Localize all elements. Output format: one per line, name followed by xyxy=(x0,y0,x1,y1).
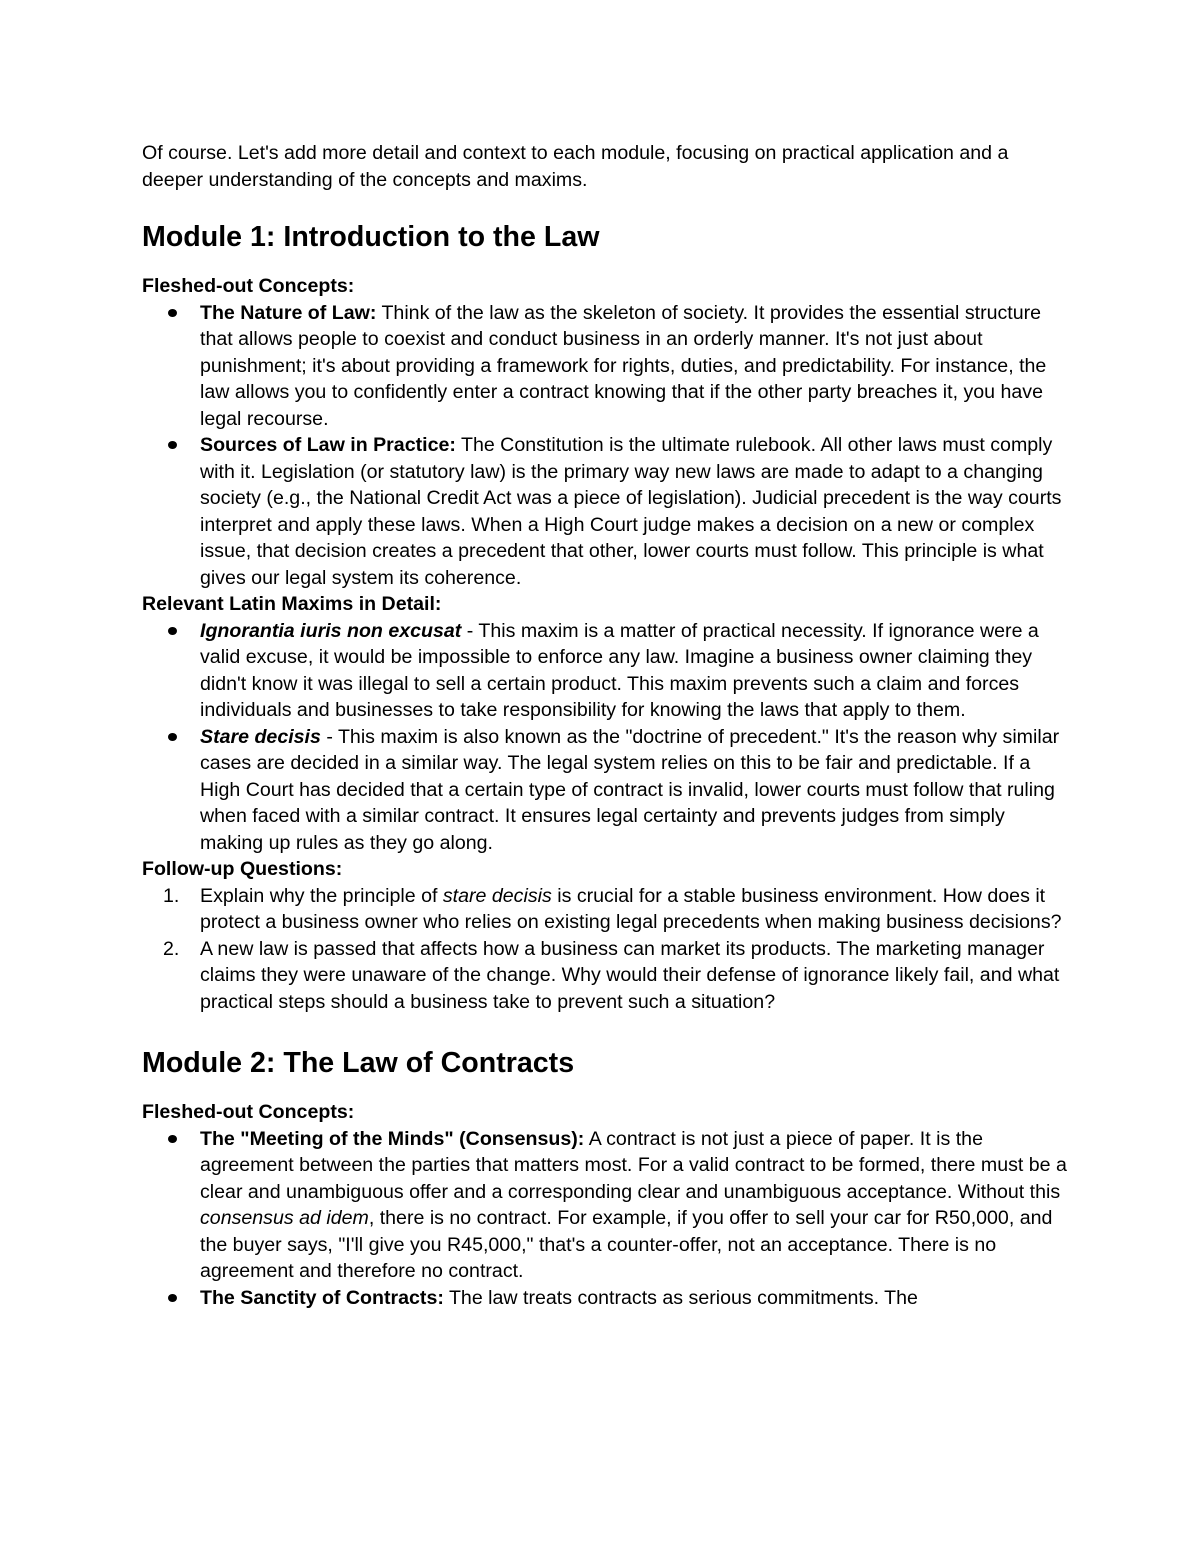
concept-italic: consensus ad idem xyxy=(200,1207,369,1229)
list-item xyxy=(142,1126,1072,1285)
question-number: 2. xyxy=(163,937,180,960)
list-item xyxy=(142,883,1072,936)
maxim-term: Ignorantia iuris non excusat xyxy=(200,619,462,642)
module-1-questions-heading: Follow-up Questions: xyxy=(142,858,343,880)
module-2-concepts-list xyxy=(142,1126,1072,1312)
module-1-concepts-list xyxy=(142,300,1072,592)
bullet-icon xyxy=(168,309,177,317)
maxim-term: Stare decisis xyxy=(200,725,321,748)
list-item xyxy=(142,724,1072,857)
bullet-icon xyxy=(168,1294,177,1302)
intro-paragraph: Of course. Let's add more detail and context to each module, focusing on practical application and a deeper understanding of the concepts and maxims. xyxy=(142,142,1009,191)
module-1-maxims-list xyxy=(142,618,1072,857)
module-1-questions-list xyxy=(142,883,1072,1016)
list-item xyxy=(142,432,1072,591)
concept-term: The Sanctity of Contracts: xyxy=(200,1286,444,1309)
question-text: is crucial for a stable business environment. How does it protect a business owner who relies on existing legal precedents when making business decisions? xyxy=(200,884,1062,933)
bullet-icon xyxy=(168,733,177,741)
concept-term: The Nature of Law: xyxy=(200,301,377,324)
bullet-icon xyxy=(168,1135,177,1143)
module-2-title: Module 2: The Law of Contracts xyxy=(142,1047,575,1079)
question-italic: stare decisis xyxy=(442,884,552,907)
list-item xyxy=(142,300,1072,433)
concept-term: The "Meeting of the Minds" (Consensus): xyxy=(200,1127,585,1150)
module-1-maxims-heading: Relevant Latin Maxims in Detail: xyxy=(142,593,442,615)
list-item xyxy=(142,618,1072,724)
bullet-icon xyxy=(168,441,177,449)
concept-text: The law treats contracts as serious commitments. The xyxy=(443,1286,918,1309)
module-1-title: Module 1: Introduction to the Law xyxy=(142,221,600,253)
question-text: A new law is passed that affects how a business can market its products. The marketing manager claims they were unaware of the change. Why would their defense of ignorance likely fail, and what practical steps should a business take to prevent such a situation? xyxy=(200,937,1060,1013)
question-number: 1. xyxy=(163,884,180,907)
concept-text: The Constitution is the ultimate rulebook. All other laws must comply with it. Legislation (or statutory law) is the primary way new laws are made to adapt to a changing society (e.g., the National Credit Act was a piece of legislation). Judicial precedent is the way courts interpret and apply these laws. When a High Court judge makes a decision on a new or complex issue, that decision creates a precedent that other, lower courts must follow. This principle is what gives our legal system its coherence. xyxy=(200,434,1062,589)
list-item xyxy=(142,1285,1072,1312)
question-text: Explain why the principle of xyxy=(200,884,443,907)
module-1-concepts-heading: Fleshed-out Concepts: xyxy=(142,275,355,297)
document-page xyxy=(142,140,1072,1311)
maxim-text: - This maxim is a matter of practical necessity. If ignorance were a valid excuse, it would be impossible to enforce any law. Imagine a business owner claiming they didn't know it was illegal to sell a certain product. This maxim prevents such a claim and forces individuals and businesses to take responsibility for knowing the laws that apply to them. xyxy=(200,619,1039,721)
list-item xyxy=(142,936,1072,1016)
concept-text: , there is no contract. For example, if you offer to sell your car for R50,000, and the buyer says, "I'll give you R45,000," that's a counter-offer, not an acceptance. There is no agreement and therefore no contract. xyxy=(200,1207,1053,1282)
bullet-icon xyxy=(168,627,177,635)
concept-text: Think of the law as the skeleton of society. It provides the essential structure that allows people to coexist and conduct business in an orderly manner. It's not just about punishment; it's about providing a framework for rights, duties, and predictability. For instance, the law allows you to confidently enter a contract knowing that if the other party breaches it, you have legal recourse. xyxy=(200,301,1047,430)
maxim-text: - This maxim is also known as the "doctrine of precedent." It's the reason why similar cases are decided in a similar way. The legal system relies on this to be fair and predictable. If a High Court has decided that a certain type of contract is invalid, lower courts must follow that ruling when faced with a similar contract. It ensures legal certainty and prevents judges from simply making up rules as they go along. xyxy=(200,725,1060,854)
concept-term: Sources of Law in Practice: xyxy=(200,434,456,456)
concept-text: A contract is not just a piece of paper. It is the agreement between the parties that matters most. For a valid contract to be formed, there must be a clear and unambiguous offer and a corresponding clear and unambiguous acceptance. Without this xyxy=(200,1127,1067,1203)
module-2-concepts-heading: Fleshed-out Concepts: xyxy=(142,1101,355,1123)
